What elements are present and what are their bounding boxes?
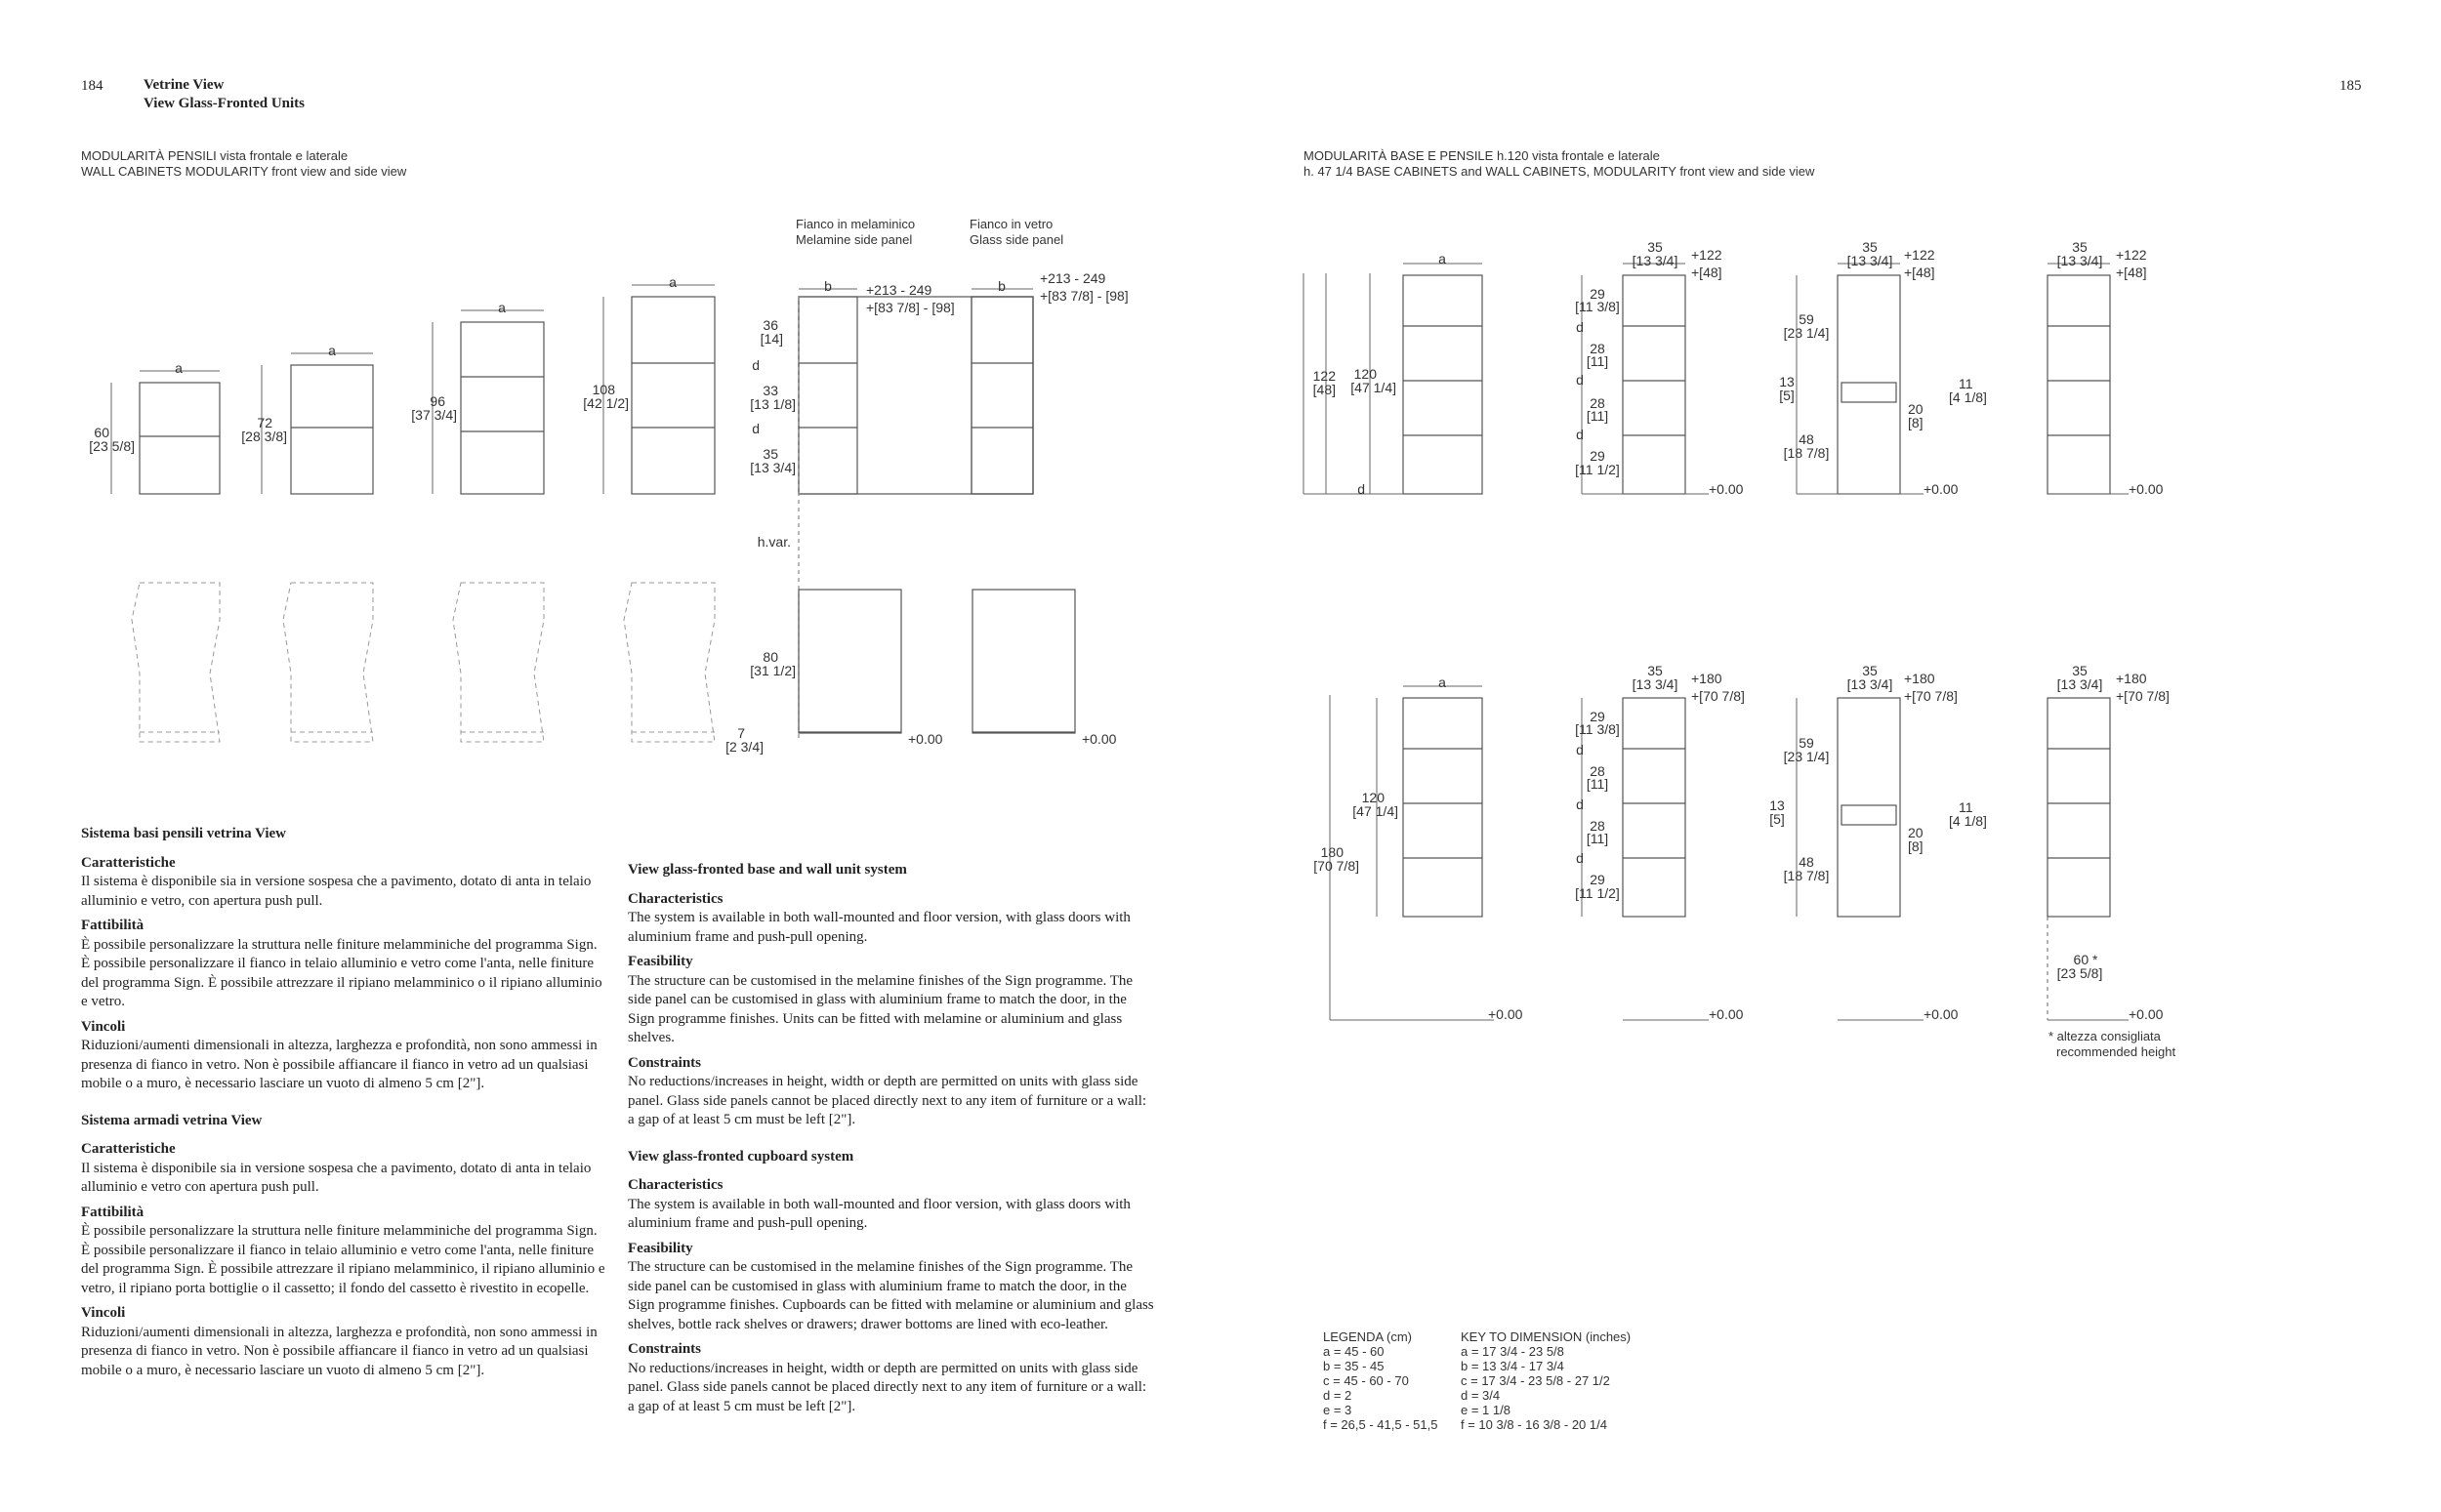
en-s2-para-1: The system is available in both wall-mounted and floor version, with glass doors with aluminium frame and push-pull opening. (628, 1196, 1131, 1231)
panel-melamine-en: Melamine side panel (796, 232, 913, 247)
dim-48-in: [18 7/8] (1783, 445, 1830, 461)
legend-cm-title: LEGENDA (cm) (1323, 1329, 1413, 1344)
dim-108-in: [42 1/2] (583, 395, 629, 411)
dim-28-c-in: [11] (1586, 776, 1609, 792)
legend-inches-row: d = 3/4 (1461, 1388, 1501, 1403)
cabinet-72-front (291, 365, 373, 494)
legend-cm-row: f = 26,5 - 41,5 - 51,5 (1323, 1417, 1438, 1432)
en-s1-para-1: The system is available in both wall-mounted and floor version, with glass doors with aluminium frame and push-pull opening. (628, 910, 1131, 945)
dim-36-in: [14] (760, 331, 783, 347)
cabinet-side-glass (972, 297, 1033, 494)
dim-11: 11 (1959, 376, 1973, 391)
dim-11-b: 11 (1959, 799, 1973, 815)
dim-35-b2-in: [13 3/4] (1846, 676, 1893, 692)
dim-11-b-in: [4 1/8] (1949, 813, 1987, 829)
dim-28-a-in: [11] (1586, 353, 1609, 369)
legend-inches-title: KEY TO DIMENSION (inches) (1461, 1329, 1632, 1344)
dim-zero-8: +0.00 (1924, 1006, 1959, 1022)
dim-p180-3-in: +[70 7/8] (2116, 688, 2170, 704)
dim-35-b3-in: [13 3/4] (2056, 676, 2103, 692)
dim-33: 33 (763, 383, 778, 398)
dim-13: 13 (1779, 374, 1795, 389)
dim-b-1: b (824, 278, 832, 294)
dim-zero-7: +0.00 (1709, 1006, 1744, 1022)
dim-59-b-in: [23 1/4] (1783, 749, 1830, 764)
dim-d-2: d (752, 421, 760, 436)
dim-120-in: [47 1/4] (1350, 380, 1396, 395)
dim-36: 36 (763, 317, 778, 333)
title-english: View Glass-Fronted Units (144, 96, 305, 111)
dim-p122-1-in: +[48] (1691, 265, 1722, 280)
base-120-side-drawer (1838, 275, 1900, 494)
dim-d-1: d (752, 357, 760, 373)
dim-35-b3: 35 (2072, 663, 2088, 678)
dim-120-b-in: [47 1/4] (1352, 803, 1398, 819)
legend-inches-row: f = 10 3/8 - 16 3/8 - 20 1/4 (1461, 1417, 1607, 1432)
dim-zero-6: +0.00 (1488, 1006, 1523, 1022)
page-number-left: 184 (81, 78, 103, 94)
right-caption-line-en: h. 47 1/4 BASE CABINETS and WALL CABINETS, MODULARITY front view and side view (1303, 164, 1815, 179)
dim-48-b: 48 (1799, 854, 1814, 870)
dim-120-b: 120 (1361, 790, 1385, 805)
cupboard-180-side-drawer (1838, 698, 1900, 917)
legend-cm-row: a = 45 - 60 (1323, 1344, 1385, 1359)
dim-72: 72 (257, 415, 272, 430)
en-s1-heading-1: Characteristics (628, 890, 724, 907)
dim-a-5: a (1438, 251, 1446, 266)
recommended-height-note (2048, 1029, 2175, 1060)
legend-inches-row: c = 17 3/4 - 23 5/8 - 27 1/2 (1461, 1373, 1610, 1388)
legend-inches-row: e = 1 1/8 (1461, 1403, 1510, 1417)
cabinet-108-front (632, 297, 715, 494)
dim-29-d: 29 (1590, 872, 1605, 887)
dim-108: 108 (592, 382, 615, 397)
dim-120: 120 (1353, 366, 1377, 382)
dim-33-in: [13 1/8] (750, 396, 796, 412)
dim-b-2: b (998, 278, 1006, 294)
dim-p180-2: +180 (1904, 671, 1935, 686)
dim-35: 35 (763, 446, 778, 462)
dim-p122-1: +122 (1691, 247, 1722, 263)
dim-top-glass-in: +[83 7/8] - [98] (1040, 288, 1129, 304)
it-s2-heading-3: Vincoli (81, 1305, 126, 1321)
dim-top-glass: +213 - 249 (1040, 270, 1106, 286)
dim-d-a1: d (1576, 319, 1584, 335)
dim-13-b: 13 (1769, 797, 1785, 813)
legend-cm-row: c = 45 - 60 - 70 (1323, 1373, 1409, 1388)
dim-29-d-in: [11 1/2] (1575, 885, 1620, 901)
en-s2-heading-1: Characteristics (628, 1177, 724, 1193)
cupboard-180-side-glass (2048, 698, 2110, 917)
dim-p122-3: +122 (2116, 247, 2147, 263)
dim-zero-3: +0.00 (1709, 481, 1744, 497)
base-120-front (1403, 275, 1482, 494)
dim-hvar: h.var. (757, 534, 791, 550)
dim-29-a: 29 (1590, 286, 1605, 302)
dim-29-c-in: [11 3/8] (1575, 721, 1620, 737)
dim-29-b: 29 (1590, 448, 1605, 464)
dim-96-in: [37 3/4] (411, 407, 457, 423)
dim-28-b-in: [11] (1586, 408, 1609, 424)
dim-122-in: [48] (1312, 382, 1336, 397)
dim-29-b-in: [11 1/2] (1575, 462, 1620, 477)
legend-inches-row: b = 13 3/4 - 17 3/4 (1461, 1359, 1564, 1373)
it-s1-para-3: Riduzioni/aumenti dimensionali in altezza, larghezza e profondità, non sono ammessi in presenza di fianco in vetro. Non è possibile affiancare il fianco in vetro ad un qualsiasi mobile o a muro, è necessario lasciare un vuoto di almeno 5 cm [2"]. (81, 1038, 598, 1091)
dim-13-in: [5] (1779, 388, 1795, 403)
dim-7-in: [2 3/4] (725, 739, 764, 755)
it-s2-para-3: Riduzioni/aumenti dimensionali in altezza, larghezza e profondità, non sono ammessi in presenza di fianco in vetro. Non è possibile affiancare il fianco in vetro ad un qualsiasi mobile o a muro, è necessario lasciare un vuoto di almeno 5 cm [2"]. (81, 1324, 598, 1378)
note-it: * altezza consigliata (2048, 1029, 2161, 1043)
dim-d-a2: d (1576, 372, 1584, 388)
it-s2-para-2: È possibile personalizzare la struttura nelle finiture melamminiche del programma Sign. È possibile personalizzare il fianco in telaio alluminio e vetro come l'anta, nelle finiture del programma Sign. È possibile attrezzare il ripiano melamminico, il ripiano alluminio e vetro, il ripiano porta bottiglie o il cassetto; il fondo del cassetto è rivestito in ecopelle. (81, 1223, 605, 1296)
dim-zero-2: +0.00 (1082, 731, 1117, 747)
english-text-column (628, 861, 1155, 1422)
it-s1-para-1: Il sistema è disponibile sia in versione sospesa che a pavimento, dotato di anta in telaio alluminio e vetro, con apertura push pull. (81, 874, 592, 909)
dim-20: 20 (1908, 401, 1924, 417)
en-s1-para-3: No reductions/increases in height, width or depth are permitted on units with glass side panel. Glass side panels cannot be placed directly next to any item of furniture or a wall: a gap of at least 5 cm must be left [2"]. (628, 1074, 1147, 1127)
cabinet-60-front (140, 383, 220, 494)
left-caption-line-it: MODULARITÀ PENSILI vista frontale e laterale (81, 148, 349, 163)
dim-60-in: [23 5/8] (89, 438, 135, 454)
right-caption-line-it: MODULARITÀ BASE E PENSILE h.120 vista frontale e laterale (1303, 148, 1660, 163)
legend-cm-row: e = 3 (1323, 1403, 1352, 1417)
cupboard-180-front (1403, 698, 1482, 917)
en-s1-heading-2: Feasibility (628, 954, 693, 969)
dim-a-2: a (328, 343, 336, 358)
dim-35-b2: 35 (1862, 663, 1878, 678)
dim-28-a: 28 (1590, 341, 1605, 356)
dim-28-d: 28 (1590, 818, 1605, 834)
left-caption-line-en: WALL CABINETS MODULARITY front view and side view (81, 164, 407, 179)
dim-a-1: a (175, 360, 183, 376)
dim-13-b-in: [5] (1769, 811, 1785, 827)
dim-zero-9: +0.00 (2129, 1006, 2164, 1022)
base-120-side-shelves (1623, 275, 1685, 494)
en-s2-para-2: The structure can be customised in the melamine finishes of the Sign programme. The side panel can be customised in glass with aluminium frame to match the door, in the Sign programme finishes. Cupboards can be fitted with melamine or aluminium and glass shelves, bottle rack shelves or drawers; drawer bottoms are lined with eco-leather. (628, 1259, 1154, 1332)
dim-96: 96 (430, 393, 445, 409)
dim-80-in: [31 1/2] (750, 663, 796, 678)
en-s2-heading-3: Constraints (628, 1341, 702, 1357)
page-number-right: 185 (2339, 78, 2362, 94)
en-s2-para-3: No reductions/increases in height, width or depth are permitted on units with glass side panel. Glass side panels cannot be placed directly next to any item of furniture or a wall: a gap of at least 5 cm must be left [2"]. (628, 1360, 1147, 1414)
base-120-side-glass (2048, 275, 2110, 494)
dim-35-t2: 35 (1862, 239, 1878, 255)
dim-p122-3-in: +[48] (2116, 265, 2147, 280)
dim-180-in: [70 7/8] (1313, 858, 1359, 874)
dim-p122-2-in: +[48] (1904, 265, 1935, 280)
dim-35-b1-in: [13 3/4] (1632, 676, 1678, 692)
it-s2-heading-1: Caratteristiche (81, 1141, 176, 1157)
dim-60-star: 60 * (2073, 952, 2098, 967)
it-section1-title: Sistema basi pensili vetrina View (81, 826, 287, 841)
dim-zero-5: +0.00 (2129, 481, 2164, 497)
en-s1-heading-3: Constraints (628, 1054, 702, 1071)
it-s2-para-1: Il sistema è disponibile sia in versione sospesa che a pavimento, dotato di anta in telaio alluminio e vetro con apertura push pull. (81, 1160, 592, 1195)
dim-28-d-in: [11] (1586, 831, 1609, 846)
cabinet-96-front (461, 322, 544, 494)
dim-72-in: [28 3/8] (241, 429, 287, 444)
it-s1-para-2: È possibile personalizzare la struttura nelle finiture melamminiche del programma Sign. È possibile personalizzare il fianco in telaio alluminio e vetro come l'anta, nelle finiture del programma Sign. È possibile attrezzare il ripiano melamminico o il ripiano alluminio e vetro. (81, 936, 602, 1009)
en-s1-para-2: The structure can be customised in the melamine finishes of the Sign programme. The side panel can be customised in glass with aluminium frame to match the door, in the Sign programme finishes. Units can be fitted with melamine or aluminium and glass shelves. (628, 972, 1134, 1045)
dim-p180-1-in: +[70 7/8] (1691, 688, 1745, 704)
dim-d-a3: d (1576, 427, 1584, 442)
cupboard-180-side-shelves (1623, 698, 1685, 917)
dim-28-b: 28 (1590, 395, 1605, 411)
dim-80: 80 (763, 649, 778, 665)
dim-7: 7 (737, 725, 745, 741)
dim-29-a-in: [11 3/8] (1575, 299, 1620, 314)
it-s1-heading-1: Caratteristiche (81, 854, 176, 871)
dim-a-4: a (669, 274, 677, 290)
dim-d-base: d (1357, 481, 1365, 497)
dim-35-t1: 35 (1647, 239, 1663, 255)
dim-a-3: a (498, 300, 506, 315)
en-section1-title: View glass-fronted base and wall unit system (628, 862, 907, 878)
dim-35-t3: 35 (2072, 239, 2088, 255)
dim-20-in: [8] (1908, 415, 1924, 430)
dim-top-melamine: +213 - 249 (866, 282, 932, 298)
dim-p180-3: +180 (2116, 671, 2147, 686)
dim-d-b2: d (1576, 797, 1584, 812)
panel-glass-it: Fianco in vetro (970, 217, 1054, 231)
dim-60: 60 (94, 425, 109, 440)
dim-122: 122 (1312, 368, 1336, 384)
dim-180: 180 (1320, 844, 1344, 860)
dim-20-b: 20 (1908, 825, 1924, 840)
dim-60-star-in: [23 5/8] (2056, 965, 2103, 981)
dim-35-in: [13 3/4] (750, 460, 796, 475)
it-section2-title: Sistema armadi vetrina View (81, 1112, 263, 1128)
dim-d-b3: d (1576, 850, 1584, 866)
dim-59: 59 (1799, 311, 1814, 327)
panel-glass-en: Glass side panel (970, 232, 1064, 247)
dim-35-t3-in: [13 3/4] (2056, 253, 2103, 268)
en-section2-title: View glass-fronted cupboard system (628, 1148, 854, 1165)
dim-28-c: 28 (1590, 763, 1605, 779)
legend-inches-row: a = 17 3/4 - 23 5/8 (1461, 1344, 1564, 1359)
dim-p180-1: +180 (1691, 671, 1722, 686)
dim-35-t1-in: [13 3/4] (1632, 253, 1678, 268)
dim-35-t2-in: [13 3/4] (1846, 253, 1893, 268)
panel-melamine-it: Fianco in melaminico (796, 217, 916, 231)
dim-zero-1: +0.00 (908, 731, 943, 747)
dim-48-b-in: [18 7/8] (1783, 868, 1830, 883)
it-s1-heading-3: Vincoli (81, 1018, 126, 1035)
italian-text-column (81, 825, 608, 1386)
dim-zero-4: +0.00 (1924, 481, 1959, 497)
dim-35-b1: 35 (1647, 663, 1663, 678)
dim-20-b-in: [8] (1908, 838, 1924, 854)
panel-glass-caption (970, 217, 1063, 248)
dim-11-in: [4 1/8] (1949, 389, 1987, 405)
dim-d-b1: d (1576, 742, 1584, 757)
dim-59-b: 59 (1799, 735, 1814, 751)
dim-29-c: 29 (1590, 709, 1605, 724)
note-en: recommended height (2056, 1044, 2176, 1059)
legend-cm-row: b = 35 - 45 (1323, 1359, 1385, 1373)
legend-inches (1461, 1329, 1631, 1432)
it-s2-heading-2: Fattibilità (81, 1204, 145, 1220)
dim-top-melamine-in: +[83 7/8] - [98] (866, 300, 955, 315)
title-italian: Vetrine View (144, 77, 225, 93)
en-s2-heading-2: Feasibility (628, 1240, 693, 1256)
panel-melamine-caption (796, 217, 915, 248)
dim-59-in: [23 1/4] (1783, 325, 1830, 341)
dim-a-6: a (1438, 674, 1446, 690)
legend-cm (1323, 1329, 1437, 1432)
dim-48: 48 (1799, 431, 1814, 447)
it-s1-heading-2: Fattibilità (81, 918, 145, 933)
legend-cm-row: d = 2 (1323, 1388, 1352, 1403)
dim-p122-2: +122 (1904, 247, 1935, 263)
dim-p180-2-in: +[70 7/8] (1904, 688, 1958, 704)
